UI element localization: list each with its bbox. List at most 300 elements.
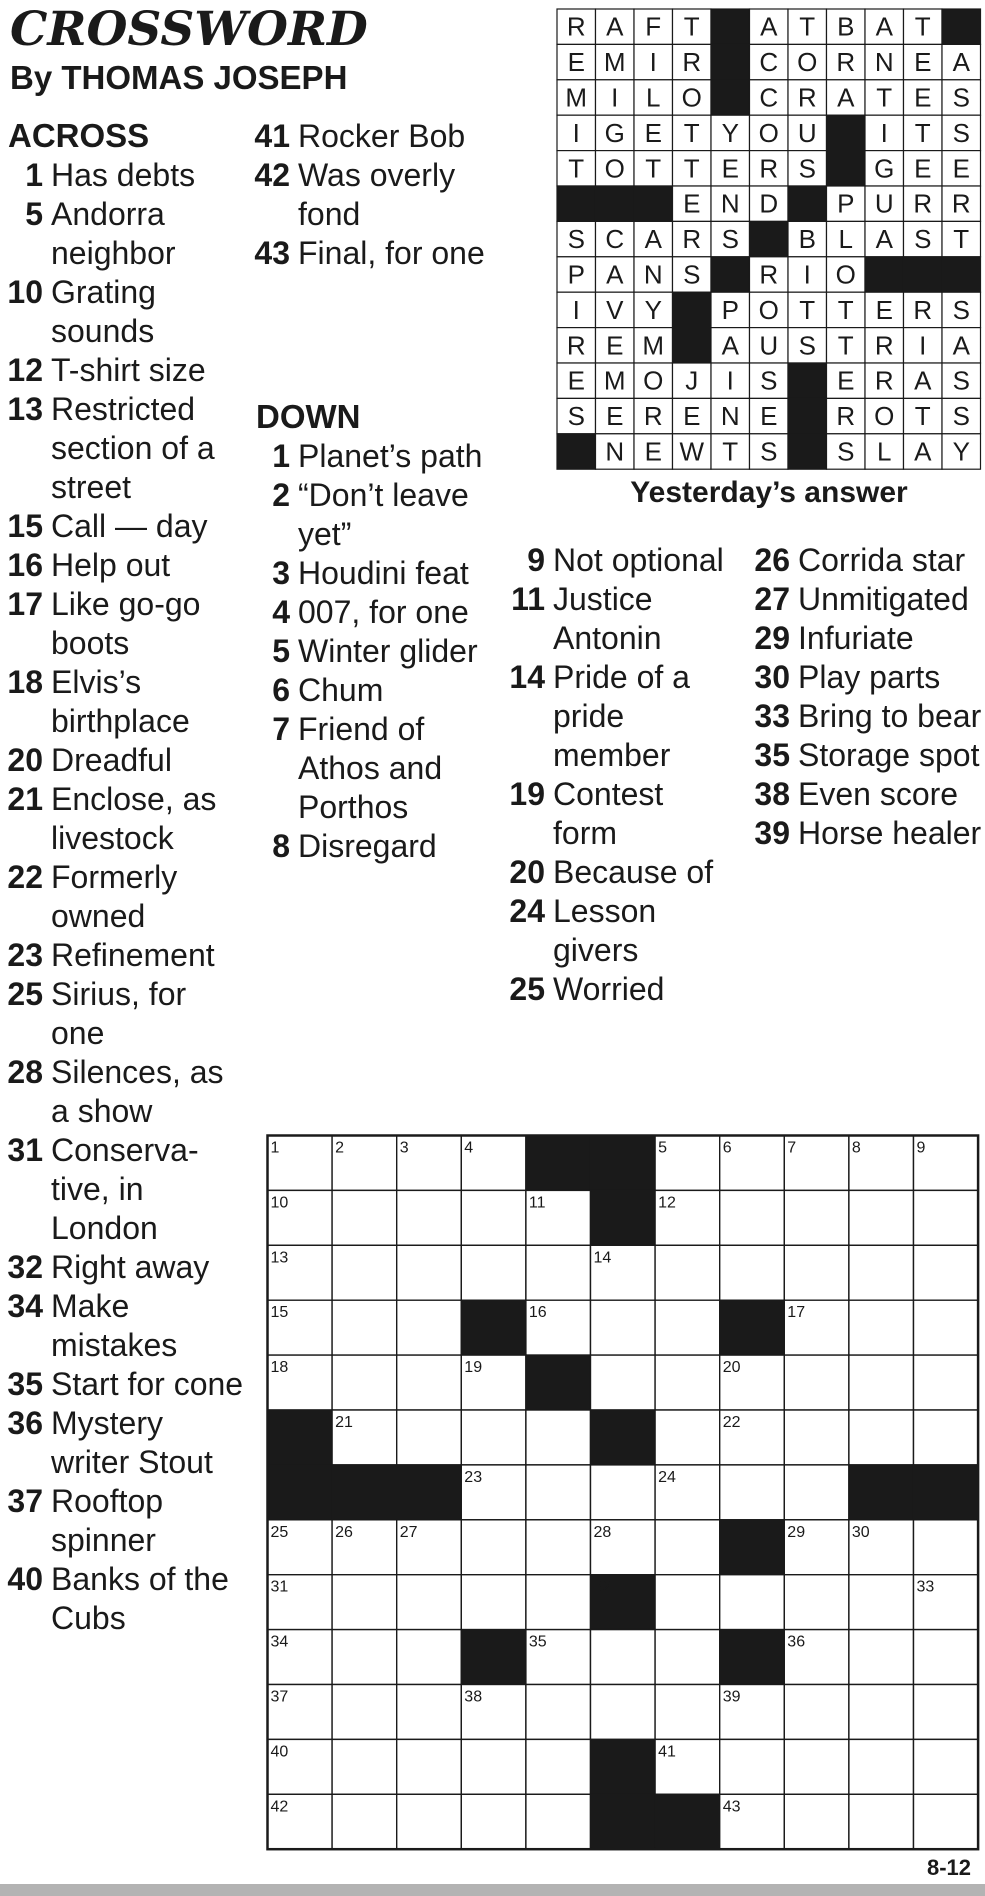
down-clue-30	[745, 658, 985, 697]
puzzle-cell[interactable]	[397, 1685, 462, 1740]
puzzle-cell[interactable]	[591, 1300, 656, 1355]
black-square	[557, 434, 596, 469]
answer-letter: C	[605, 224, 625, 255]
clue-number: 10	[7, 274, 43, 310]
answer-letter: A	[875, 224, 893, 255]
cell-number: 21	[335, 1414, 353, 1431]
clue-number: 7	[272, 711, 290, 747]
answer-letter: T	[722, 436, 739, 467]
puzzle-cell[interactable]	[655, 1630, 720, 1685]
answer-letter: I	[726, 365, 734, 396]
answer-letter: L	[646, 82, 661, 113]
clue-text: Horse healer	[798, 815, 982, 851]
puzzle-cell[interactable]	[591, 1355, 656, 1410]
cell-number: 24	[658, 1468, 676, 1486]
clue-number: 23	[7, 937, 43, 973]
black-square	[788, 186, 827, 221]
crossword-puzzle-grid[interactable]	[266, 1134, 984, 1854]
puzzle-cell[interactable]	[914, 1739, 979, 1794]
puzzle-cell[interactable]	[397, 1245, 462, 1300]
answer-letter: A	[914, 365, 932, 396]
down-clue-33	[745, 697, 985, 736]
puzzle-cell[interactable]	[461, 1245, 526, 1300]
puzzle-cell[interactable]	[655, 1410, 720, 1465]
clue-text: Right away	[51, 1249, 210, 1285]
cell-number: 5	[658, 1139, 668, 1157]
answer-letter: S	[952, 401, 970, 432]
answer-letter: Y	[644, 294, 662, 325]
down-clue-38	[745, 775, 985, 814]
puzzle-cell[interactable]	[461, 1520, 526, 1575]
across-clue-22	[0, 858, 246, 936]
answer-letter: T	[837, 294, 854, 325]
puzzle-cell[interactable]	[914, 1300, 979, 1355]
puzzle-cell[interactable]	[849, 1685, 914, 1740]
black-square	[461, 1630, 526, 1685]
byline: By THOMAS JOSEPH	[10, 59, 348, 96]
puzzle-cell[interactable]	[849, 1300, 914, 1355]
answer-letter: O	[681, 82, 702, 113]
clue-text: Grating sounds	[51, 274, 156, 349]
across-clues-column-1	[0, 156, 246, 1638]
answer-letter: I	[880, 117, 888, 148]
answer-letter: O	[758, 117, 779, 148]
yesterdays-answer-caption: Yesterday’s answer	[630, 476, 908, 509]
clue-text: Start for cone	[51, 1366, 244, 1402]
puzzle-cell[interactable]	[397, 1410, 462, 1465]
puzzle-cell[interactable]	[332, 1355, 397, 1410]
answer-letter: R	[566, 11, 586, 42]
answer-letter: R	[797, 82, 817, 113]
clue-text: Lesson givers	[553, 893, 657, 968]
clue-number: 5	[272, 633, 290, 669]
puzzle-cell[interactable]	[332, 1575, 397, 1630]
down-clue-9	[495, 541, 735, 580]
down-clue-8	[250, 827, 502, 866]
answer-letter: E	[721, 153, 739, 184]
black-square	[591, 1739, 656, 1794]
answer-letter: E	[837, 365, 855, 396]
puzzle-cell[interactable]	[526, 1685, 591, 1740]
answer-letter: E	[914, 47, 932, 78]
puzzle-cell[interactable]	[849, 1410, 914, 1465]
cell-number: 36	[787, 1633, 806, 1651]
clue-text: Call — day	[51, 508, 208, 544]
answer-letter: A	[914, 436, 932, 467]
clue-number: 24	[509, 893, 545, 929]
puzzle-cell[interactable]	[591, 1685, 656, 1740]
clue-number: 11	[511, 581, 545, 617]
down-clue-35	[745, 736, 985, 775]
puzzle-cell[interactable]	[461, 1410, 526, 1465]
puzzle-cell[interactable]	[526, 1465, 591, 1520]
clue-number: 32	[7, 1249, 43, 1285]
down-clue-39	[745, 814, 985, 853]
puzzle-cell[interactable]	[849, 1739, 914, 1794]
puzzle-cell[interactable]	[655, 1355, 720, 1410]
clue-number: 34	[7, 1288, 43, 1324]
puzzle-cell[interactable]	[720, 1245, 785, 1300]
cell-number: 16	[528, 1304, 547, 1322]
cell-number: 8	[851, 1139, 861, 1157]
across-clue-16	[0, 546, 246, 585]
cell-number: 3	[399, 1139, 409, 1157]
black-square	[788, 363, 827, 398]
puzzle-cell[interactable]	[914, 1630, 979, 1685]
puzzle-cell[interactable]	[397, 1575, 462, 1630]
clue-number: 9	[527, 542, 545, 578]
cell-number: 37	[270, 1688, 289, 1706]
black-square	[268, 1465, 333, 1520]
across-clue-43	[250, 234, 496, 273]
clue-number: 25	[509, 971, 545, 1007]
clue-text: Formerly owned	[51, 859, 178, 934]
puzzle-cell[interactable]	[526, 1520, 591, 1575]
clue-number: 15	[7, 508, 43, 544]
answer-letter: S	[567, 401, 585, 432]
cell-number: 17	[787, 1304, 806, 1322]
puzzle-cell[interactable]	[784, 1355, 849, 1410]
answer-letter: E	[914, 82, 932, 113]
answer-letter: E	[644, 117, 662, 148]
cell-number: 25	[270, 1523, 289, 1541]
puzzle-cell[interactable]	[332, 1300, 397, 1355]
answer-letter: C	[759, 47, 779, 78]
clue-text: Make mistakes	[51, 1288, 178, 1363]
answer-letter: G	[604, 117, 625, 148]
answer-letter: T	[837, 330, 854, 361]
black-square	[526, 1136, 591, 1191]
clue-text: Refinement	[51, 937, 215, 973]
clue-text: Chum	[298, 672, 384, 708]
answer-letter: R	[643, 401, 663, 432]
puzzle-cell[interactable]	[784, 1410, 849, 1465]
puzzle-cell[interactable]	[591, 1630, 656, 1685]
cell-number: 6	[722, 1139, 732, 1157]
answer-letter: R	[913, 294, 933, 325]
answer-letter: S	[721, 224, 739, 255]
clue-number: 21	[7, 781, 43, 817]
puzzle-cell[interactable]	[461, 1575, 526, 1630]
answer-letter: E	[875, 294, 893, 325]
puzzle-cell[interactable]	[849, 1355, 914, 1410]
clue-text: Pride of a pride member	[553, 659, 690, 773]
answer-letter: R	[566, 330, 586, 361]
down-clue-4	[250, 593, 502, 632]
answer-letter: B	[837, 11, 855, 42]
clue-number: 18	[7, 664, 43, 700]
answer-letter: N	[643, 259, 663, 290]
cell-number: 19	[464, 1359, 483, 1377]
answer-letter: A	[644, 224, 662, 255]
answer-letter: C	[759, 82, 779, 113]
clue-text: Final, for one	[298, 235, 485, 271]
answer-letter: Y	[952, 436, 970, 467]
cell-number: 14	[593, 1249, 612, 1267]
cell-number: 11	[528, 1194, 546, 1212]
puzzle-cell[interactable]	[849, 1630, 914, 1685]
answer-letter: I	[572, 117, 580, 148]
across-clue-42	[250, 156, 496, 234]
puzzle-cell[interactable]	[526, 1575, 591, 1630]
answer-letter: O	[604, 153, 625, 184]
clue-text: Banks of the Cubs	[51, 1561, 229, 1636]
puzzle-cell[interactable]	[397, 1630, 462, 1685]
puzzle-cell[interactable]	[397, 1355, 462, 1410]
clue-text: Friend of Athos and Porthos	[298, 711, 443, 825]
answer-letter: I	[572, 294, 580, 325]
cell-number: 41	[658, 1743, 676, 1761]
cell-number: 34	[270, 1633, 289, 1651]
answer-letter: P	[567, 259, 585, 290]
answer-letter: N	[874, 47, 894, 78]
clue-text: Andorra neighbor	[51, 196, 176, 271]
clue-text: Conservative, in London	[51, 1132, 199, 1246]
down-clue-6	[250, 671, 502, 710]
answer-letter: P	[721, 294, 739, 325]
answer-letter: I	[611, 82, 619, 113]
answer-letter: R	[913, 188, 933, 219]
answer-letter: G	[874, 153, 895, 184]
answer-letter: R	[682, 224, 702, 255]
answer-letter: E	[683, 188, 701, 219]
clue-text: Play parts	[798, 659, 941, 695]
clue-number: 33	[754, 698, 790, 734]
black-square	[942, 9, 981, 44]
answer-letter: Y	[721, 117, 739, 148]
puzzle-cell[interactable]	[332, 1739, 397, 1794]
puzzle-cell[interactable]	[720, 1465, 785, 1520]
down-clue-5	[250, 632, 502, 671]
puzzle-cell[interactable]	[526, 1794, 591, 1849]
clue-text: Bring to bear	[798, 698, 982, 734]
answer-letter: I	[919, 330, 927, 361]
down-clues-column-3	[495, 541, 735, 1009]
clue-text: 007, for one	[298, 594, 469, 630]
puzzle-cell[interactable]	[849, 1190, 914, 1245]
puzzle-cell[interactable]	[720, 1190, 785, 1245]
puzzle-cell[interactable]	[461, 1794, 526, 1849]
black-square	[904, 257, 943, 292]
black-square	[914, 1465, 979, 1520]
clue-number: 29	[754, 620, 790, 656]
cell-number: 38	[464, 1688, 483, 1706]
clue-text: Sirius, for one	[51, 976, 187, 1051]
black-square	[788, 434, 827, 469]
puzzle-cell[interactable]	[655, 1520, 720, 1575]
puzzle-cell[interactable]	[461, 1739, 526, 1794]
clue-text: Corrida star	[798, 542, 966, 578]
puzzle-cell[interactable]	[784, 1575, 849, 1630]
puzzle-cell[interactable]	[332, 1685, 397, 1740]
across-clue-17	[0, 585, 246, 663]
puzzle-cell[interactable]	[655, 1245, 720, 1300]
clue-text: Contest form	[553, 776, 664, 851]
puzzle-cell[interactable]	[655, 1575, 720, 1630]
puzzle-cell[interactable]	[914, 1245, 979, 1300]
puzzle-cell[interactable]	[526, 1410, 591, 1465]
puzzle-cell[interactable]	[655, 1300, 720, 1355]
answer-letter: T	[683, 11, 700, 42]
answer-letter: E	[606, 330, 624, 361]
cell-number: 12	[658, 1194, 676, 1212]
clue-number: 27	[754, 581, 790, 617]
puzzle-cell[interactable]	[461, 1190, 526, 1245]
answer-letter: E	[914, 153, 932, 184]
puzzle-cell[interactable]	[784, 1685, 849, 1740]
across-clue-40	[0, 1560, 246, 1638]
cell-number: 31	[270, 1578, 289, 1596]
black-square	[750, 221, 789, 256]
clue-number: 35	[754, 737, 790, 773]
puzzle-cell[interactable]	[849, 1245, 914, 1300]
answer-letter: S	[760, 436, 778, 467]
puzzle-cell[interactable]	[720, 1575, 785, 1630]
answer-letter: S	[914, 224, 932, 255]
cell-number: 27	[399, 1523, 418, 1541]
puzzle-cell[interactable]	[914, 1794, 979, 1849]
puzzle-cell[interactable]	[397, 1300, 462, 1355]
cell-number: 10	[270, 1194, 289, 1212]
black-square	[634, 186, 673, 221]
answer-letter: E	[644, 436, 662, 467]
answer-letter: R	[682, 47, 702, 78]
answer-letter: E	[760, 401, 778, 432]
answer-letter: T	[914, 11, 931, 42]
answer-letter: U	[874, 188, 894, 219]
puzzle-cell[interactable]	[784, 1190, 849, 1245]
puzzle-cell[interactable]	[332, 1794, 397, 1849]
answer-letter: S	[683, 259, 701, 290]
black-square	[827, 115, 866, 150]
across-clue-20	[0, 741, 246, 780]
puzzle-cell[interactable]	[914, 1190, 979, 1245]
answer-letter: O	[874, 401, 895, 432]
puzzle-cell[interactable]	[784, 1794, 849, 1849]
puzzle-cell[interactable]	[526, 1739, 591, 1794]
answer-letter: T	[799, 294, 816, 325]
across-clue-10	[0, 273, 246, 351]
puzzle-cell[interactable]	[914, 1410, 979, 1465]
answer-letter: R	[836, 401, 856, 432]
clue-number: 19	[509, 776, 545, 812]
clue-text: Even score	[798, 776, 959, 812]
answer-letter: E	[683, 401, 701, 432]
bottom-bar	[0, 1884, 985, 1896]
cell-number: 28	[593, 1523, 612, 1541]
answer-letter: T	[645, 153, 662, 184]
down-clue-27	[745, 580, 985, 619]
answer-letter: R	[759, 259, 779, 290]
puzzle-cell[interactable]	[332, 1630, 397, 1685]
down-clue-14	[495, 658, 735, 775]
answer-letter: S	[798, 153, 816, 184]
answer-letter: T	[953, 224, 970, 255]
black-square	[673, 328, 712, 363]
puzzle-cell[interactable]	[914, 1685, 979, 1740]
across-clue-32	[0, 1248, 246, 1287]
cell-number: 32	[593, 1578, 612, 1596]
puzzle-cell[interactable]	[784, 1465, 849, 1520]
puzzle-cell[interactable]	[332, 1245, 397, 1300]
puzzle-cell[interactable]	[914, 1520, 979, 1575]
answer-letter: R	[951, 188, 971, 219]
cell-number: 18	[270, 1359, 289, 1377]
black-square	[720, 1300, 785, 1355]
across-clue-18	[0, 663, 246, 741]
answer-letter: L	[838, 224, 853, 255]
puzzle-cell[interactable]	[397, 1190, 462, 1245]
answer-letter: E	[567, 365, 585, 396]
clue-number: 42	[254, 157, 290, 193]
puzzle-cell[interactable]	[526, 1245, 591, 1300]
cell-number: 9	[916, 1139, 926, 1157]
black-square	[720, 1520, 785, 1575]
black-square	[596, 186, 635, 221]
answer-letter: O	[835, 259, 856, 290]
across-clue-35	[0, 1365, 246, 1404]
clue-number: 16	[7, 547, 43, 583]
answer-letter: J	[685, 365, 699, 396]
puzzle-cell[interactable]	[720, 1739, 785, 1794]
puzzle-cell[interactable]	[914, 1355, 979, 1410]
clue-number: 1	[25, 157, 43, 193]
answer-letter: N	[720, 188, 740, 219]
black-square	[942, 257, 981, 292]
answer-letter: T	[683, 117, 700, 148]
puzzle-cell[interactable]	[849, 1794, 914, 1849]
puzzle-title: CROSSWORD	[10, 2, 368, 57]
answer-letter: L	[877, 436, 892, 467]
clue-number: 17	[7, 586, 43, 622]
answer-letter: D	[759, 188, 779, 219]
puzzle-cell[interactable]	[655, 1685, 720, 1740]
answer-letter: A	[837, 82, 855, 113]
clue-text: Like go-go boots	[51, 586, 201, 661]
puzzle-cell[interactable]	[397, 1794, 462, 1849]
puzzle-cell[interactable]	[332, 1190, 397, 1245]
answer-letter: R	[874, 365, 894, 396]
answer-letter: I	[803, 259, 811, 290]
clue-number: 6	[272, 672, 290, 708]
clue-number: 20	[509, 854, 545, 890]
clue-number: 8	[272, 828, 290, 864]
clue-number: 28	[7, 1054, 43, 1090]
black-square	[591, 1136, 656, 1191]
clue-number: 35	[7, 1366, 43, 1402]
across-clue-5	[0, 195, 246, 273]
clue-text: Not optional	[553, 542, 724, 578]
puzzle-cell[interactable]	[784, 1245, 849, 1300]
puzzle-cell[interactable]	[397, 1739, 462, 1794]
cell-number: 22	[722, 1414, 741, 1431]
black-square	[673, 292, 712, 327]
answer-letter: A	[606, 259, 624, 290]
down-clues-column-4	[745, 541, 985, 853]
puzzle-cell[interactable]	[849, 1575, 914, 1630]
puzzle-cell[interactable]	[591, 1465, 656, 1520]
down-clue-24	[495, 892, 735, 970]
cell-number: 1	[270, 1139, 280, 1157]
across-heading: ACROSS	[8, 117, 150, 154]
answer-letter: R	[836, 47, 856, 78]
cell-number: 43	[722, 1798, 741, 1816]
clue-text: T-shirt size	[51, 352, 206, 388]
across-clue-34	[0, 1287, 246, 1365]
answer-letter: T	[914, 401, 931, 432]
puzzle-cell[interactable]	[784, 1739, 849, 1794]
answer-letter: S	[837, 436, 855, 467]
